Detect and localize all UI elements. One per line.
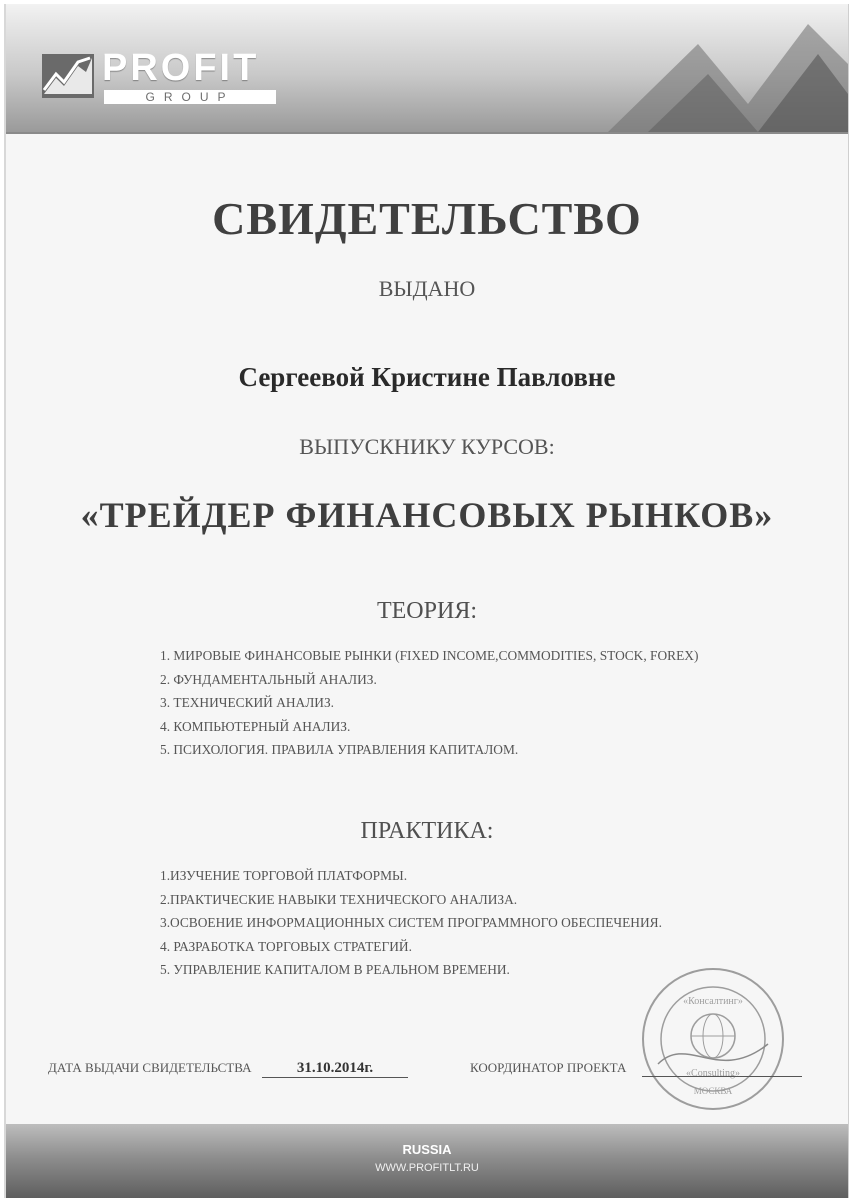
footer-website-link[interactable]: WWW.PROFITLT.RU [375,1162,479,1174]
header-band [6,4,848,134]
certificate-title: СВИДЕТЕЛЬСТВО [212,193,642,244]
list-item: 4. РАЗРАБОТКА ТОРГОВЫХ СТРАТЕГИЙ. [160,938,412,954]
footer-band [6,1124,848,1198]
seal-text: «Consulting» [686,1068,740,1079]
seal-text: МОСКВА [693,1086,733,1096]
issue-date-value: 31.10.2014г. [262,1059,408,1078]
company-seal-icon [638,964,788,1114]
issue-date-label: ДАТА ВЫДАЧИ СВИДЕТЕЛЬСТВА [48,1060,252,1075]
footer-country: RUSSIA [402,1142,452,1157]
theory-heading: ТЕОРИЯ: [376,598,477,624]
list-item: 2. ФУНДАМЕНТАЛЬНЫЙ АНАЛИЗ. [160,671,377,687]
logo-wordmark: PROFIT [102,47,260,89]
list-item: 4. КОМПЬЮТЕРНЫЙ АНАЛИЗ. [160,718,351,734]
list-item: 5. ПСИХОЛОГИЯ. ПРАВИЛА УПРАВЛЕНИЯ КАПИТАЛОМ. [160,742,519,757]
seal-text: «Консалтинг» [683,996,743,1007]
list-item: 2.ПРАКТИЧЕСКИЕ НАВЫКИ ТЕХНИЧЕСКОГО АНАЛИЗА. [160,891,518,907]
theory-list [160,644,698,762]
list-item: 1.ИЗУЧЕНИЕ ТОРГОВОЙ ПЛАТФОРМЫ. [160,868,408,883]
list-item: 3.ОСВОЕНИЕ ИНФОРМАЦИОННЫХ СИСТЕМ ПРОГРАММНОГО ОБЕСПЕЧЕНИЯ. [160,915,662,930]
list-item: 5. УПРАВЛЕНИЕ КАПИТАЛОМ В РЕАЛЬНОМ ВРЕМЕНИ. [160,962,510,977]
logo-subword: GROUP [145,90,235,104]
list-item: 1. МИРОВЫЕ ФИНАНСОВЫЕ РЫНКИ (FIXED INCOME,COMMODITIES, STOCK, FOREX) [160,648,699,663]
graduate-label: ВЫПУСКНИКУ КУРСОВ: [299,434,555,459]
recipient-name: Сергеевой Кристине Павловне [238,362,616,392]
certificate-page [4,4,849,1198]
practice-heading: ПРАКТИКА: [360,818,494,844]
handwritten-signature [658,1044,768,1064]
chart-arrow-logo-icon [42,54,94,98]
coordinator-label: КООРДИНАТОР ПРОЕКТА [470,1060,627,1075]
profit-group-logo [42,47,278,106]
mountains-decoration [548,4,848,132]
list-item: 3. ТЕХНИЧЕСКИЙ АНАЛИЗ. [160,695,335,710]
course-name: «ТРЕЙДЕР ФИНАНСОВЫХ РЫНКОВ» [80,495,774,535]
practice-list [160,864,662,982]
issued-label: ВЫДАНО [378,276,476,301]
